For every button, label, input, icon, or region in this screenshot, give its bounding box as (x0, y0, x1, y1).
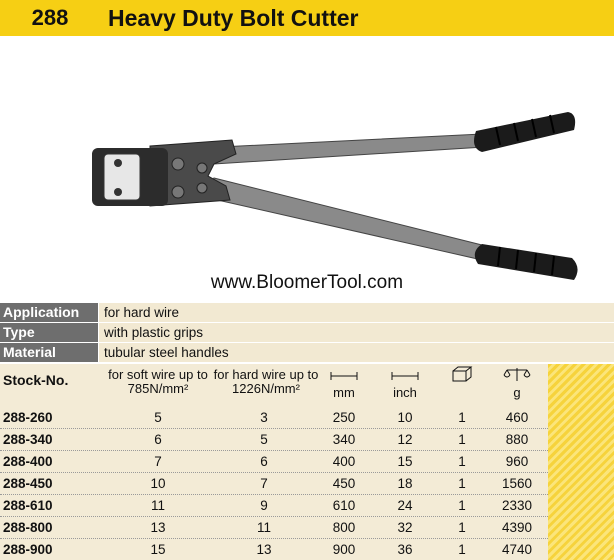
hard-wire-header: for hard wire up to 1226N/mm² (213, 367, 319, 396)
stock-no: 288-340 (3, 432, 53, 447)
length-inch: 18 (397, 476, 413, 491)
length-inch: 32 (397, 520, 413, 535)
table-row (0, 430, 548, 449)
weight-g: 960 (505, 454, 529, 469)
hard-wire-value: 6 (260, 454, 268, 469)
spec-row-type (0, 322, 614, 342)
weight-g: 2330 (501, 498, 533, 513)
stock-no: 288-610 (3, 498, 53, 513)
hard-wire-value: 3 (260, 410, 268, 425)
soft-wire-value: 13 (150, 520, 166, 535)
length-mm: 250 (332, 410, 356, 425)
length-inch: 12 (397, 432, 413, 447)
website-url: www.BloomerTool.com (210, 272, 404, 293)
spec-row-application (0, 302, 614, 322)
weight-g: 460 (505, 410, 529, 425)
pack-qty: 1 (458, 498, 466, 513)
scale-icon (486, 366, 548, 385)
spec-row-material (0, 342, 614, 362)
spec-label: Type (0, 323, 98, 342)
table-row (0, 474, 548, 493)
hard-wire-value: 9 (260, 498, 268, 513)
weight-g: 880 (505, 432, 529, 447)
stock-no: 288-900 (3, 542, 53, 557)
table-row (0, 408, 548, 427)
stock-no: 288-450 (3, 476, 53, 491)
length-inch: 24 (397, 498, 413, 513)
unit-inch: inch (393, 385, 417, 400)
hard-wire-value: 11 (256, 520, 271, 535)
pack-qty: 1 (458, 454, 466, 469)
spec-value: tubular steel handles (99, 343, 614, 362)
row-divider (0, 538, 548, 539)
weight-g: 4390 (501, 520, 533, 535)
hard-wire-value: 5 (260, 432, 268, 447)
pack-qty: 1 (458, 432, 466, 447)
pack-qty: 1 (458, 410, 466, 425)
soft-wire-value: 5 (154, 410, 162, 425)
soft-wire-value: 7 (154, 454, 162, 469)
header-bar (0, 0, 614, 36)
soft-wire-value: 15 (150, 542, 166, 557)
pack-qty: 1 (458, 542, 466, 557)
length-mm: 610 (332, 498, 356, 513)
weight-g: 1560 (501, 476, 533, 491)
length-mm: 340 (332, 432, 356, 447)
soft-wire-value: 6 (154, 432, 162, 447)
length-mm: 400 (332, 454, 356, 469)
table-row (0, 540, 548, 559)
package-icon (440, 366, 484, 385)
row-divider (0, 472, 548, 473)
stock-no: 288-400 (3, 454, 53, 469)
spec-label: Material (0, 343, 98, 362)
unit-g: g (513, 385, 521, 400)
product-number: 288 (0, 0, 100, 36)
table-row (0, 496, 548, 515)
stock-no: 288-260 (3, 410, 53, 425)
length-inch: 36 (397, 542, 413, 557)
length-inch: 15 (397, 454, 413, 469)
row-divider (0, 450, 548, 451)
spec-value: for hard wire (99, 303, 614, 322)
soft-wire-value: 10 (150, 476, 166, 491)
table-row (0, 452, 548, 471)
pack-qty: 1 (458, 520, 466, 535)
length-icon (372, 370, 438, 384)
unit-mm: mm (333, 385, 355, 400)
length-icon (320, 370, 368, 384)
length-mm: 900 (332, 542, 356, 557)
spec-value: with plastic grips (99, 323, 614, 342)
soft-wire-value: 11 (150, 498, 165, 513)
weight-g: 4740 (501, 542, 533, 557)
pack-qty: 1 (458, 476, 466, 491)
soft-wire-header: for soft wire up to 785N/mm² (108, 367, 208, 396)
hard-wire-value: 13 (256, 542, 272, 557)
stock-no: 288-800 (3, 520, 53, 535)
row-divider (0, 516, 548, 517)
hard-wire-value: 7 (260, 476, 268, 491)
row-divider (0, 428, 548, 429)
table-row (0, 518, 548, 537)
length-mm: 450 (332, 476, 356, 491)
stock-no-header: Stock-No. (3, 372, 69, 388)
product-title: Heavy Duty Bolt Cutter (108, 5, 359, 31)
bolt-cutter-image (0, 36, 614, 300)
row-divider (0, 494, 548, 495)
length-mm: 800 (332, 520, 356, 535)
spec-label: Application (0, 303, 98, 322)
length-inch: 10 (397, 410, 413, 425)
striped-column (548, 364, 614, 560)
